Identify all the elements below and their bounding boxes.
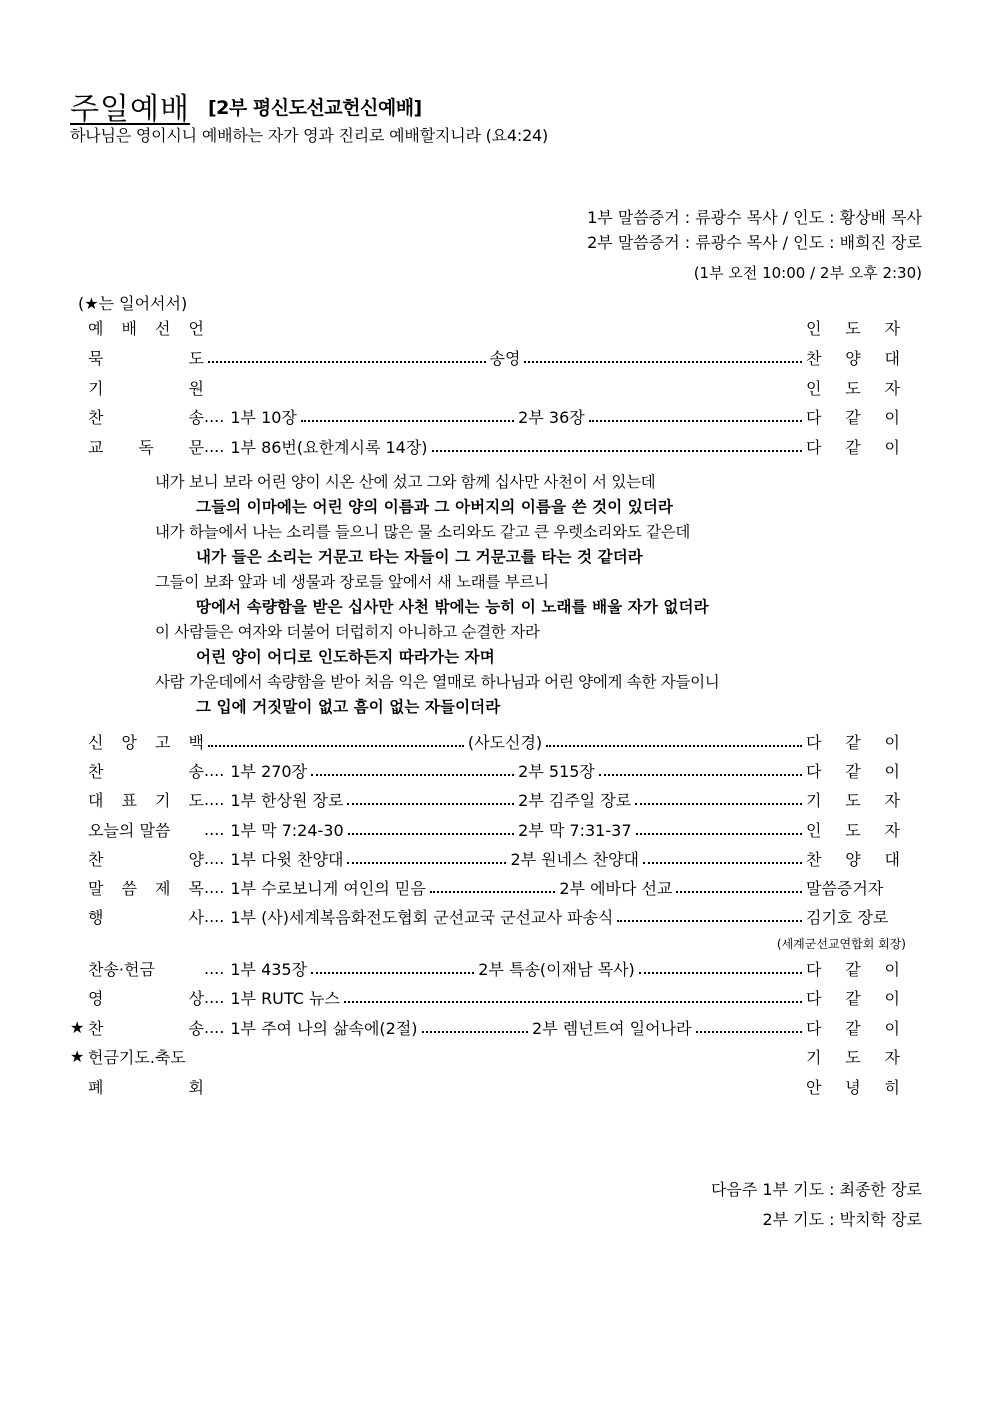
reading-congregation-line: 그 입에 거짓말이 없고 흠이 없는 자들이더라 — [196, 698, 501, 716]
next-week-prayer-2: 2부 기도 : 박치학 장로 — [762, 1210, 922, 1229]
preacher-line-1: 1부 말씀증거 : 류광수 목사 / 인도 : 황상배 목사 — [587, 208, 922, 227]
reading-leader-line: 그들이 보좌 앞과 네 생물과 장로들 앞에서 새 노래를 부르니 — [155, 573, 549, 591]
order-leader: 인 도 자 — [806, 820, 900, 840]
order-leader: 다 같 이 — [806, 1018, 900, 1038]
order-detail: .... 1부 RUTC 뉴스 — [204, 986, 806, 1009]
order-label: 기 원 — [88, 378, 204, 398]
order-leader: 다 같 이 — [806, 732, 900, 752]
order-label: 묵 도 — [88, 348, 204, 368]
next-week-prayer-1: 다음주 1부 기도 : 최종한 장로 — [710, 1180, 922, 1199]
order-label: 예 배 선 언 — [88, 318, 204, 338]
order-label: 헌금기도.축도 — [88, 1047, 186, 1067]
order-row — [70, 874, 900, 900]
order-row — [70, 845, 900, 871]
order-label: 찬 송 — [88, 1018, 204, 1038]
part-2-detail: 2부 에바다 선교 — [559, 878, 673, 898]
order-detail — [204, 1055, 806, 1057]
part-1-detail: 1부 RUTC 뉴스 — [230, 988, 340, 1008]
part-2-detail: 2부 36장 — [518, 407, 585, 427]
service-time: (1부 오전 10:00 / 2부 오후 2:30) — [693, 264, 922, 282]
order-row — [70, 786, 900, 812]
order-label: 교 독 문 — [88, 437, 204, 457]
part-2-detail: 2부 막 7:31-37 — [518, 820, 632, 840]
order-detail — [204, 346, 806, 369]
standing-star: ★ — [70, 1017, 85, 1037]
order-label: 영 상 — [88, 988, 204, 1008]
reading-leader-line: 내가 하늘에서 나는 소리를 들으니 많은 물 소리와도 같고 큰 우렛소리와도 같은데 — [155, 523, 691, 541]
order-middle-text: (사도신경) — [467, 732, 543, 752]
order-detail: .... 1부 10장 2부 36장 — [204, 405, 806, 428]
order-label: 신 앙 고 백 — [88, 732, 204, 752]
order-row — [70, 433, 900, 459]
order-row — [70, 816, 900, 842]
order-label: 찬 양 — [88, 849, 204, 869]
part-1-detail: 1부 주여 나의 삶속에(2절) — [230, 1018, 418, 1038]
order-detail: .... 1부 270장 2부 515장 — [204, 759, 806, 782]
order-leader: 인 도 자 — [806, 318, 900, 338]
order-label: 오늘의 말씀 — [88, 820, 171, 840]
standing-note: (★는 일어서서) — [78, 294, 188, 313]
order-detail: .... 1부 주여 나의 삶속에(2절) 2부 렘넌트여 일어나라 — [204, 1016, 806, 1039]
order-leader: 인 도 자 — [806, 378, 900, 398]
part-1-detail: 1부 86번(요한계시록 14장) — [230, 437, 428, 457]
order-detail — [204, 386, 806, 388]
order-row — [70, 1014, 900, 1040]
part-2-detail: 2부 렘넌트여 일어나라 — [532, 1018, 692, 1038]
part-1-detail: 1부 막 7:24-30 — [230, 820, 344, 840]
standing-star: ★ — [70, 1046, 85, 1066]
preacher-line-2: 2부 말씀증거 : 류광수 목사 / 인도 : 배희진 장로 — [587, 233, 922, 252]
order-detail: .... 1부 435장 2부 특송(이재남 목사) — [204, 957, 806, 980]
order-leader: 안 녕 히 — [806, 1077, 900, 1097]
order-detail: .... 1부 (사)세계복음화전도협회 군선교국 군선교사 파송식 — [204, 905, 806, 928]
reading-congregation-line: 어린 양이 어디로 인도하든지 따라가는 자며 — [196, 648, 495, 666]
order-detail: .... 1부 86번(요한계시록 14장) — [204, 435, 806, 458]
order-leader: 김기호 장로 — [806, 907, 889, 927]
reading-congregation-line: 그들의 이마에는 어린 양의 이름과 그 아버지의 이름을 쓴 것이 있더라 — [196, 498, 674, 516]
order-row — [70, 344, 900, 370]
part-1-detail: 1부 한상원 장로 — [230, 790, 344, 810]
order-leader: 다 같 이 — [806, 988, 900, 1008]
part-1-detail: 1부 270장 — [230, 761, 308, 781]
part-2-detail: 2부 특송(이재남 목사) — [478, 959, 635, 979]
part-2-detail: 2부 원네스 찬양대 — [510, 849, 639, 869]
order-leader: 다 같 이 — [806, 959, 900, 979]
order-row — [70, 403, 900, 429]
part-1-detail: 1부 수로보니게 여인의 믿음 — [230, 878, 426, 898]
part-1-detail: 1부 10장 — [230, 407, 297, 427]
order-row — [70, 314, 900, 340]
part-1-detail: 1부 435장 — [230, 959, 308, 979]
order-row — [70, 984, 900, 1010]
order-middle-text: 송영 — [489, 348, 521, 368]
reading-leader-line: 이 사람들은 여자와 더불어 더럽히지 아니하고 순결한 자라 — [155, 623, 540, 641]
order-detail: .... 1부 수로보니게 여인의 믿음 2부 에바다 선교 — [204, 876, 806, 899]
order-row — [70, 1043, 900, 1069]
order-row — [70, 955, 900, 981]
order-label: 폐 회 — [88, 1077, 204, 1097]
order-row — [70, 757, 900, 783]
order-detail — [204, 1085, 806, 1087]
order-detail: .... 1부 다윗 찬양대 2부 원네스 찬양대 — [204, 847, 806, 870]
reading-leader-line: 사람 가운데에서 속량함을 받아 처음 익은 열매로 하나님과 어린 양에게 속한 자들이니 — [155, 673, 720, 691]
order-detail: .... 1부 한상원 장로 2부 김주일 장로 — [204, 788, 806, 811]
order-detail — [204, 326, 806, 328]
order-leader: 다 같 이 — [806, 761, 900, 781]
order-row — [70, 903, 900, 929]
order-label: 행 사 — [88, 907, 204, 927]
order-leader: 다 같 이 — [806, 437, 900, 457]
order-leader: 찬 양 대 — [806, 849, 900, 869]
page-title: 주일예배 — [70, 92, 190, 127]
order-label: 대 표 기 도 — [88, 790, 204, 810]
reading-congregation-line: 내가 들은 소리는 거문고 타는 자들이 그 거문고를 타는 것 같더라 — [196, 548, 643, 566]
order-label: 찬송·헌금 — [88, 959, 155, 979]
order-leader: 찬 양 대 — [806, 348, 900, 368]
part-1-detail: 1부 (사)세계복음화전도협회 군선교국 군선교사 파송식 — [230, 907, 614, 927]
order-label: 찬 송 — [88, 761, 204, 781]
order-leader: 기 도 자 — [806, 1047, 900, 1067]
theme-verse: 하나님은 영이시니 예배하는 자가 영과 진리로 예배할지니라 (요4:24) — [70, 126, 549, 145]
event-speaker-note: (세계군선교연합회 회장) — [776, 937, 906, 951]
part-1-detail: 1부 다윗 찬양대 — [230, 849, 344, 869]
order-row — [70, 374, 900, 400]
order-label: 찬 송 — [88, 407, 204, 427]
order-label: 말 씀 제 목 — [88, 878, 204, 898]
order-leader: 다 같 이 — [806, 407, 900, 427]
order-row — [70, 728, 900, 754]
reading-congregation-line: 땅에서 속량함을 받은 십사만 사천 밖에는 능히 이 노래를 배울 자가 없더라 — [196, 598, 709, 616]
part-2-detail: 2부 515장 — [518, 761, 595, 781]
part-2-detail: 2부 김주일 장로 — [518, 790, 632, 810]
order-detail — [204, 730, 806, 753]
order-leader: 기 도 자 — [806, 790, 900, 810]
order-row — [70, 1073, 900, 1099]
order-detail: .... 1부 막 7:24-30 2부 막 7:31-37 — [204, 818, 806, 841]
order-leader: 말씀증거자 — [806, 878, 884, 898]
page-subtitle: [2부 평신도선교헌신예배] — [208, 97, 422, 119]
reading-leader-line: 내가 보니 보라 어린 양이 시온 산에 섰고 그와 함께 십사만 사천이 서 있는데 — [155, 473, 656, 491]
